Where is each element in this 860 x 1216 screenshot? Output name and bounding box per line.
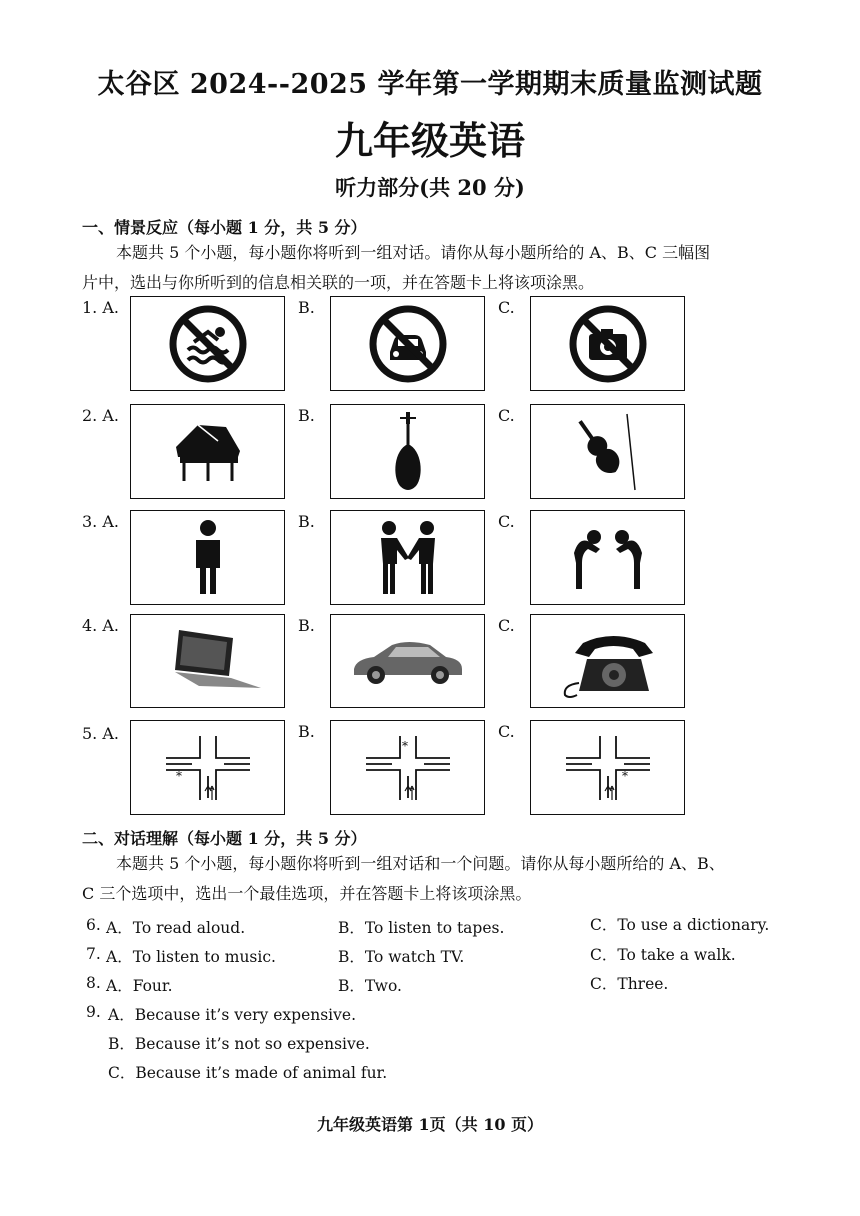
q1-c-label: C. bbox=[498, 298, 515, 317]
q5-c-label: C. bbox=[498, 722, 515, 741]
q4-option-c-picture bbox=[530, 614, 685, 708]
pipa-icon bbox=[388, 410, 428, 494]
q5-b-label: B. bbox=[298, 722, 315, 741]
q7-option-a: A．To listen to music. bbox=[106, 948, 276, 966]
q4-label: 4. A. bbox=[82, 616, 119, 635]
q4-option-b-picture bbox=[330, 614, 485, 708]
q5-option-a-picture bbox=[130, 720, 285, 815]
q7-option-c: C．To take a walk. bbox=[590, 946, 736, 964]
q6-number: 6. bbox=[86, 916, 101, 934]
q3-c-label: C. bbox=[498, 512, 515, 531]
section2-heading: 二、对话理解（每小题 1 分，共 5 分） bbox=[82, 829, 367, 848]
subject-title: 九年级英语 bbox=[334, 118, 525, 163]
part-title: 听力部分(共 20 分) bbox=[335, 175, 525, 200]
q1-option-c-picture bbox=[530, 296, 685, 391]
q2-c-label: C. bbox=[498, 406, 515, 425]
q7-option-b: B．To watch TV. bbox=[338, 948, 465, 966]
q3-option-c-picture bbox=[530, 510, 685, 605]
q3-label: 3. A. bbox=[82, 512, 119, 531]
q8-option-b: B．Two. bbox=[338, 977, 402, 995]
q4-b-label: B. bbox=[298, 616, 315, 635]
q8-number: 8. bbox=[86, 974, 101, 992]
q9-option-a: A．Because it’s very expensive. bbox=[108, 1006, 356, 1024]
q4-c-label: C. bbox=[498, 616, 515, 635]
q3-option-b-picture bbox=[330, 510, 485, 605]
violin-icon bbox=[573, 410, 643, 494]
q8-option-a: A．Four. bbox=[106, 977, 173, 995]
q1-label: 1. A. bbox=[82, 298, 119, 317]
piano-icon bbox=[168, 417, 248, 487]
handshake-icon bbox=[373, 518, 443, 598]
q2-b-label: B. bbox=[298, 406, 315, 425]
svg-text:*: * bbox=[621, 768, 628, 783]
page-footer: 九年级英语第 1页（共 10 页） bbox=[316, 1115, 544, 1134]
q1-option-a-picture bbox=[130, 296, 285, 391]
q9-number: 9. bbox=[86, 1003, 101, 1021]
svg-text:*: * bbox=[175, 768, 182, 783]
no-photo-icon bbox=[568, 304, 648, 384]
exam-title: 太谷区 2024--2025 学年第一学期期末质量监测试题 bbox=[97, 69, 763, 100]
section2-instruction-line1: 本题共 5 个小题，每小题你将听到一组对话和一个问题。请你从每小题所给的 A、B、 bbox=[116, 854, 725, 873]
q1-option-b-picture bbox=[330, 296, 485, 391]
q5-option-b-picture bbox=[330, 720, 485, 815]
q5-label: 5. A. bbox=[82, 724, 119, 743]
section1-heading: 一、情景反应（每小题 1 分，共 5 分） bbox=[82, 218, 367, 237]
q1-b-label: B. bbox=[298, 298, 315, 317]
section1-instruction-line1: 本题共 5 个小题，每小题你将听到一组对话。请你从每小题所给的 A、B、C 三幅图 bbox=[116, 243, 711, 262]
no-parking-icon bbox=[368, 304, 448, 384]
q3-b-label: B. bbox=[298, 512, 315, 531]
no-swimming-icon bbox=[168, 304, 248, 384]
q3-option-a-picture bbox=[130, 510, 285, 605]
q7-number: 7. bbox=[86, 945, 101, 963]
q4-option-a-picture bbox=[130, 614, 285, 708]
map-left-icon bbox=[158, 728, 258, 808]
q9-option-c: C．Because it’s made of animal fur. bbox=[108, 1064, 388, 1082]
laptop-icon bbox=[153, 626, 263, 696]
q6-option-a: A．To read aloud. bbox=[106, 919, 246, 937]
q6-option-b: B．To listen to tapes. bbox=[338, 919, 505, 937]
q5-option-c-picture bbox=[530, 720, 685, 815]
q9-option-b: B．Because it’s not so expensive. bbox=[108, 1035, 370, 1053]
bow-icon bbox=[566, 523, 650, 593]
q2-option-c-picture bbox=[530, 404, 685, 499]
map-top-icon bbox=[358, 728, 458, 808]
section2-instruction-line2: C 三个选项中，选出一个最佳选项，并在答题卡上将该项涂黑。 bbox=[82, 884, 532, 903]
svg-text:*: * bbox=[401, 738, 408, 753]
q6-option-c: C．To use a dictionary. bbox=[590, 916, 770, 934]
q2-option-b-picture bbox=[330, 404, 485, 499]
section2-instruction bbox=[82, 849, 782, 909]
section1-instruction bbox=[82, 238, 782, 298]
q2-label: 2. A. bbox=[82, 406, 119, 425]
section1-instruction-line2: 片中，选出与你所听到的信息相关联的一项，并在答题卡上将该项涂黑。 bbox=[82, 273, 595, 292]
q2-option-a-picture bbox=[130, 404, 285, 499]
hug-icon bbox=[188, 518, 228, 598]
map-right-icon bbox=[558, 728, 658, 808]
car-icon bbox=[348, 631, 468, 691]
q8-option-c: C．Three. bbox=[590, 975, 669, 993]
telephone-icon bbox=[553, 623, 663, 699]
